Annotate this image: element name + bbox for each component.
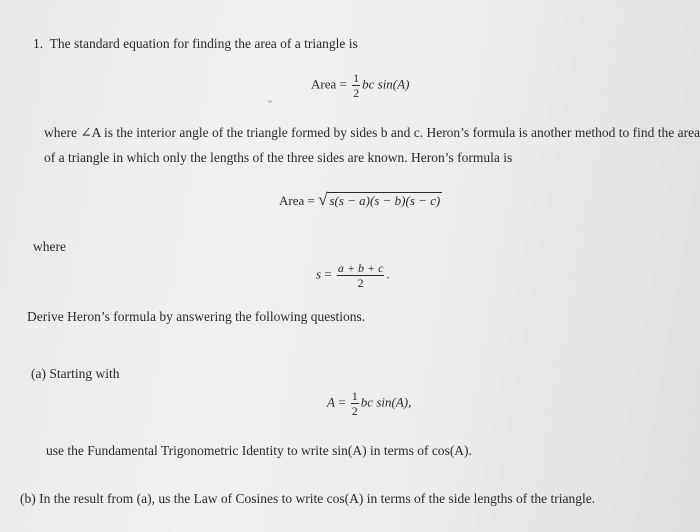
problem-number: 1. xyxy=(33,36,44,51)
where-text-1: where ∠A is the interior angle of the triangle formed by sides b and c. Heron’s formula is another method to find the area xyxy=(44,125,700,140)
eq1-equals: = xyxy=(339,76,347,92)
problem-intro xyxy=(33,36,358,52)
eqa-lhs: A xyxy=(327,394,335,410)
part-a-text: use the Fundamental Trigonometric Identity to write sin(A) in terms of cos(A). xyxy=(46,443,472,458)
eq3-lhs: s xyxy=(316,266,322,282)
eqa-fraction: $\frac{1}{2}$ xyxy=(351,389,358,418)
eq3-equals: = xyxy=(324,266,332,282)
part-b-text: (b) In the result from (a), us the Law of Cosines to write cos(A) in terms of the side lengths of the triangle. xyxy=(20,491,596,506)
eq1-rhs: bc sin(A) xyxy=(362,76,410,92)
area-equation xyxy=(311,72,409,99)
eq2-equals: = xyxy=(307,193,315,208)
eq3-fraction: $\frac{a + b + c}{2}$ xyxy=(337,261,384,290)
eq2-radicand: s(s − a)(s − b)(s − c) xyxy=(329,193,441,208)
where-text-2: of a triangle in which only the lengths of the three sides are known. Heron’s formula is xyxy=(44,150,513,165)
problem-intro-text: The standard equation for finding the area of a triangle is xyxy=(49,36,358,51)
paper-speck xyxy=(268,100,272,103)
heron-equation xyxy=(279,190,442,210)
radical-sign-icon: √ xyxy=(318,190,328,209)
where-label: where xyxy=(33,239,66,254)
eq3-tail: . xyxy=(386,266,390,282)
eq1-lhs: Area xyxy=(311,76,337,92)
part-a-label: (a) Starting with xyxy=(31,366,120,381)
eq1-fraction: $\frac{1}{2}$ xyxy=(353,71,360,100)
eqa-rhs: bc sin(A), xyxy=(360,394,412,410)
eq2-lhs: Area xyxy=(279,193,305,208)
part-a-equation xyxy=(327,390,411,417)
eqa-equals: = xyxy=(338,394,346,410)
square-root xyxy=(318,190,442,210)
semiperimeter-equation xyxy=(316,262,390,289)
derive-instruction: Derive Heron’s formula by answering the following questions. xyxy=(27,309,366,324)
